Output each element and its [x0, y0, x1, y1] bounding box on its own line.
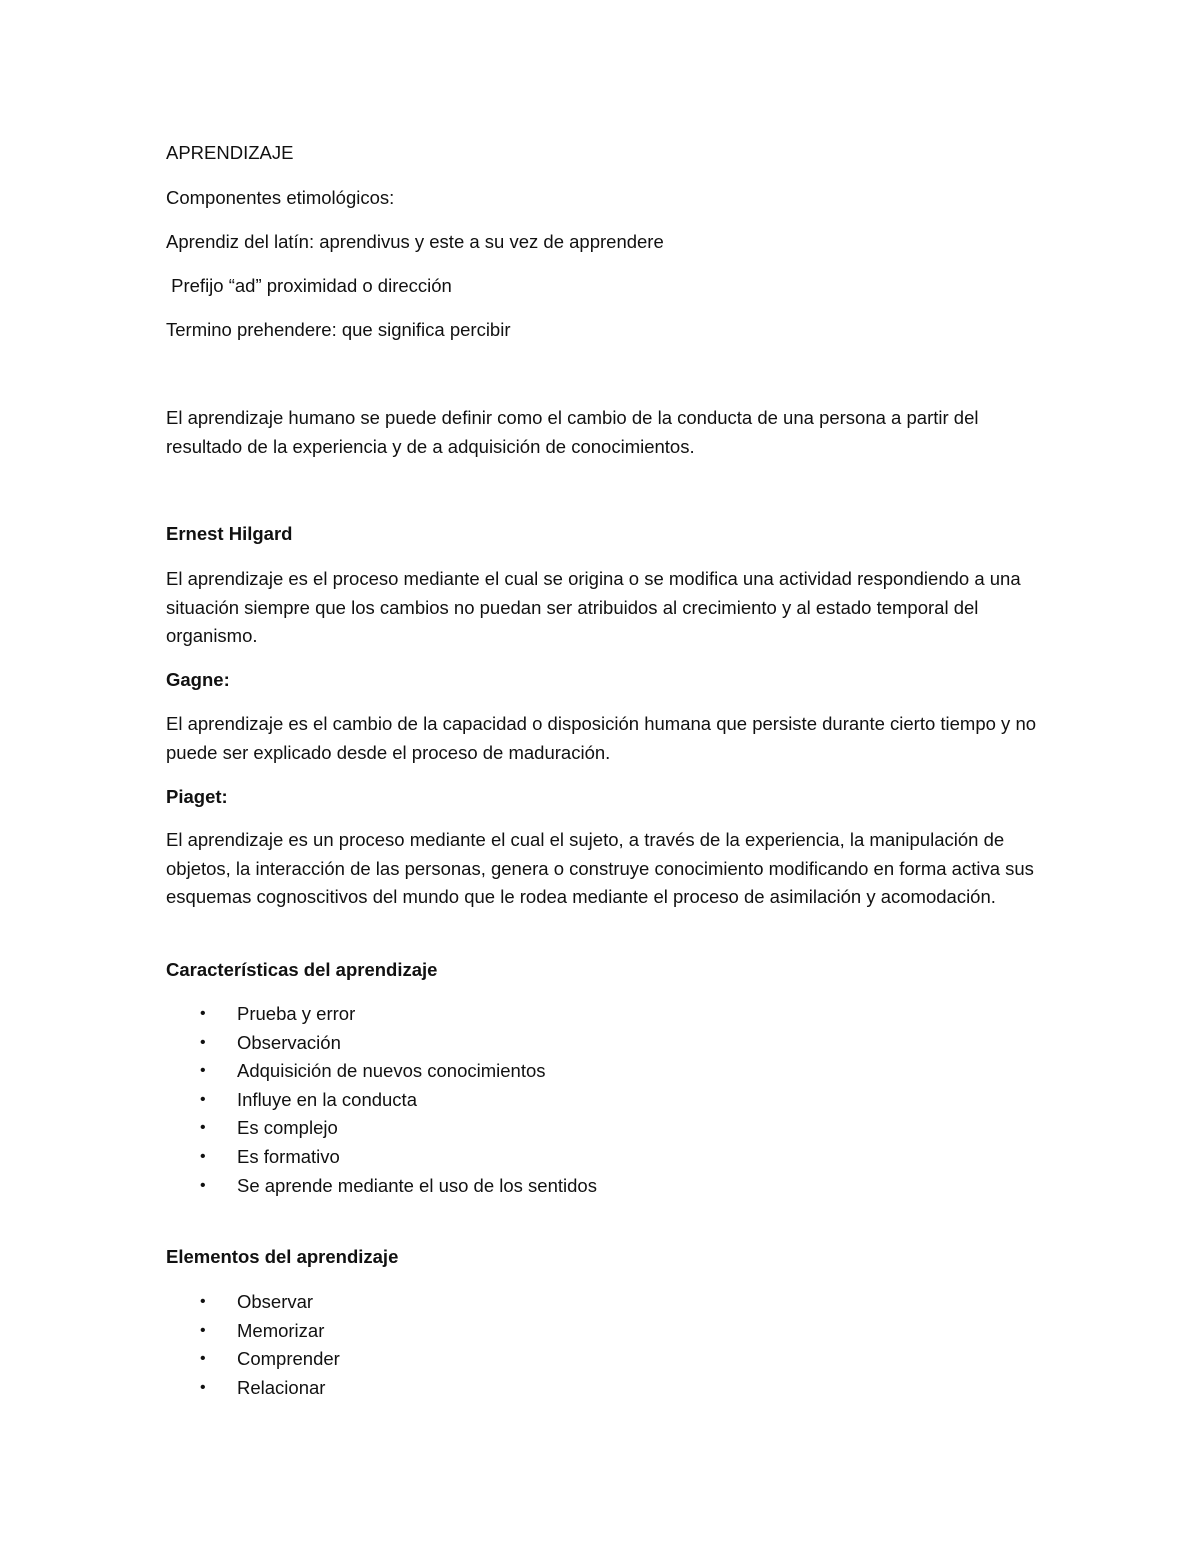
- etymology-line-3: Termino prehendere: que significa percibir: [166, 319, 511, 340]
- document-title: APRENDIZAJE: [166, 142, 294, 163]
- characteristics-heading: Características del aprendizaje: [166, 959, 438, 980]
- bullet-icon: •: [200, 1005, 206, 1022]
- elements-heading: Elementos del aprendizaje: [166, 1246, 399, 1267]
- bullet-icon: •: [200, 1293, 206, 1310]
- etymology-heading: Componentes etimológicos:: [166, 187, 395, 208]
- bullet-icon: •: [200, 1147, 206, 1165]
- bullet-icon: •: [200, 1176, 206, 1194]
- bullet-icon: •: [200, 1119, 206, 1137]
- bullet-icon: •: [200, 1090, 206, 1108]
- gagne-paragraph: El aprendizaje es el cambio de la capacidad o disposición humana que persiste durante cierto tiempo y no puede ser explicado desde el proceso de maduración.: [166, 713, 1037, 763]
- piaget-paragraph: El aprendizaje es un proceso mediante el cual el sujeto, a través de la experiencia, la manipulación de objetos, la interacción de las personas, genera o construye conocimiento modificando en forma activa sus esquemas cognoscitivos del mundo que le rodea mediante el proceso de asimilación y acomodación.: [166, 829, 1034, 908]
- definition-paragraph: El aprendizaje humano se puede definir como el cambio de la conducta de una persona a partir del resultado de la experiencia y de a adquisición de conocimientos.: [166, 407, 979, 457]
- piaget-heading: Piaget:: [166, 786, 228, 807]
- bullet-icon: •: [200, 1378, 206, 1396]
- bullet-icon: •: [200, 1062, 206, 1080]
- document-page: APRENDIZAJE Componentes etimológicos: Aprendiz del latín: aprendivus y este a su vez de apprendere Prefijo “ad” proximidad o dirección Termino prehendere: que significa percibir El aprendizaje humano se puede definir como el cambio de la conducta de una persona a partir del resultado de la experiencia y de a adquisición de conocimientos. Ernest Hilgard El aprendizaje es el proceso mediante el cual se origina o se modifica una actividad respondiendo a una situación siempre que los cambios no puedan ser atribuidos al crecimiento y al estado temporal del organismo. Gagne: El aprendizaje es el cambio de la capacidad o disposición humana que persiste durante cierto tiempo y no puede ser explicado desde el proceso de maduración. Piaget: El aprendizaje es un proceso mediante el cual el sujeto, a través de la experiencia, la manipulación de objetos, la interacción de las personas, genera o construye conocimiento modificando en forma activa sus esquemas cognoscitivos del mundo que le rodea mediante el proceso de asimilación y acomodación. Características del aprendizaje • Prueba y error • Observación • Adquisición de nuevos conocimientos • Influye en la conducta • Es complejo • Es formativo • Se aprende mediante el uso de los sentidos Elementos del aprendizaje • Observar • Memorizar • Comprender • Relacionar: [0, 0, 1200, 1553]
- bullet-icon: •: [200, 1350, 206, 1368]
- hilgard-heading: Ernest Hilgard: [166, 523, 293, 544]
- gagne-heading: Gagne:: [166, 669, 230, 690]
- hilgard-paragraph: El aprendizaje es el proceso mediante el cual se origina o se modifica una actividad respondiendo a una situación siempre que los cambios no puedan ser atribuidos al crecimiento y al estado temporal del organismo.: [166, 568, 1021, 647]
- bullet-icon: •: [200, 1321, 206, 1339]
- etymology-line-1: Aprendiz del latín: aprendivus y este a su vez de apprendere: [166, 231, 664, 252]
- etymology-line-2: Prefijo “ad” proximidad o dirección: [166, 275, 452, 296]
- bullet-icon: •: [200, 1033, 206, 1051]
